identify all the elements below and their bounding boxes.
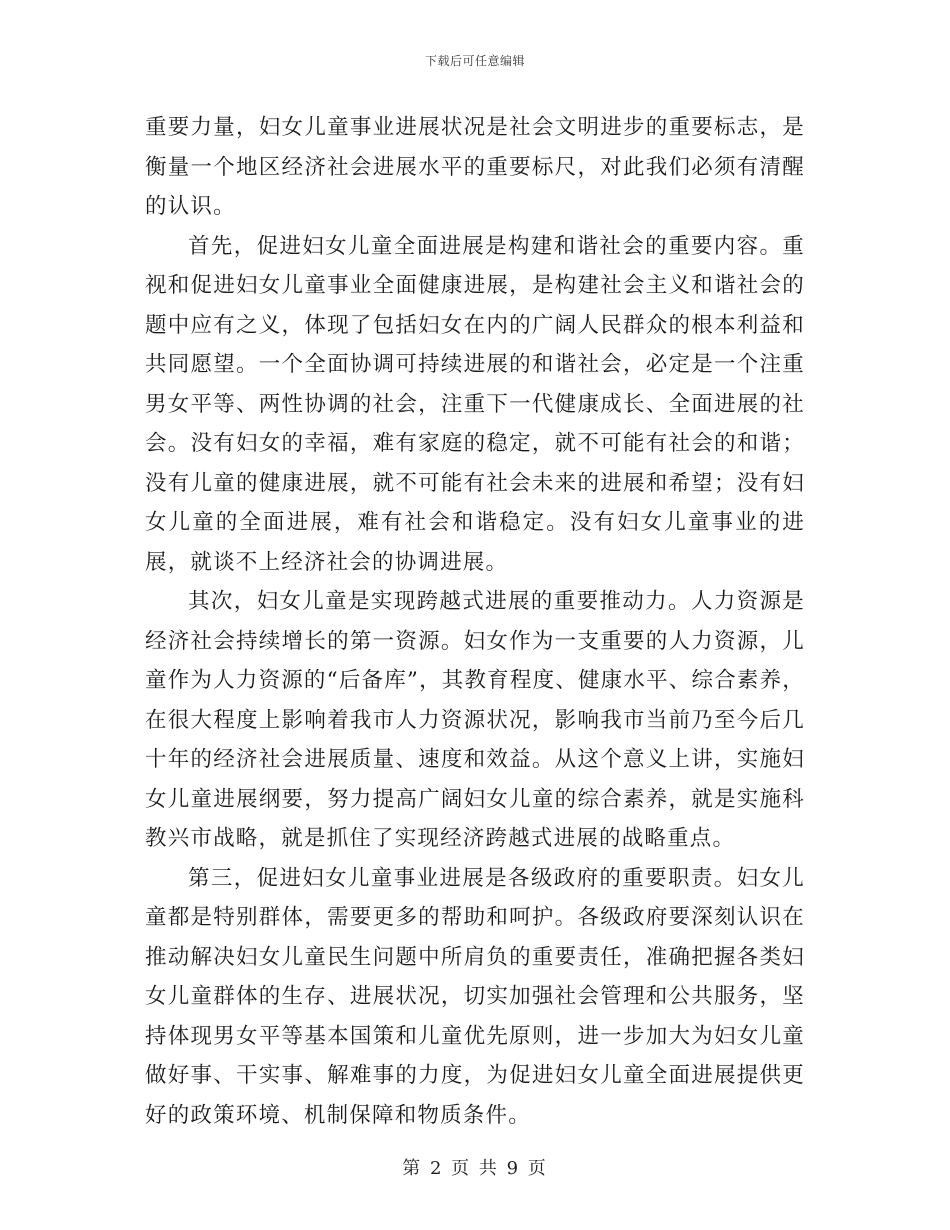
paragraph-2: 首先，促进妇女儿童全面进展是构建和谐社会的重要内容。重视和促进妇女儿童事业全面健康进展，是构建社会主义和谐社会的题中应有之义，体现了包括妇女在内的广阔人民群众的根本利益和共同愿望。一个全面协调可持续进展的和谐社会，必定是一个注重男女平等、两性协调的社会，注重下一代健康成长、全面进展的社会。没有妇女的幸福，难有家庭的稳定，就不可能有社会的和谐；没有儿童的健康进展，就不可能有社会未来的进展和希望；没有妇女儿童的全面进展，难有社会和谐稳定。没有妇女儿童事业的进展，就谈不上经济社会的协调进展。 bbox=[145, 233, 805, 575]
paragraph-3: 其次，妇女儿童是实现跨越式进展的重要推动力。人力资源是经济社会持续增长的第一资源。妇女作为一支重要的人力资源，儿童作为人力资源的“后备库”，其教育程度、健康水平、综合素养，在很大程度上影响着我市人力资源状况，影响我市当前乃至今后几十年的经济社会进展质量、速度和效益。从这个意义上讲，实施妇女儿童进展纲要，努力提高广阔妇女儿童的综合素养，就是实施科教兴市战略，就是抓住了实现经济跨越式进展的战略重点。 bbox=[145, 589, 805, 851]
paragraph-4: 第三，促进妇女儿童事业进展是各级政府的重要职责。妇女儿童都是特别群体，需要更多的帮助和呵护。各级政府要深刻认识在推动解决妇女儿童民生问题中所肩负的重要责任，准确把握各类妇女儿童群体的生存、进展状况，切实加强社会管理和公共服务，坚持体现男女平等基本国策和儿童优先原则，进一步加大为妇女儿童做好事、干实事、解难事的力度，为促进妇女儿童全面进展提供更好的政策环境、机制保障和物质条件。 bbox=[145, 865, 805, 1128]
body-text bbox=[145, 108, 805, 1135]
page-footer: 第 2 页 共 9 页 bbox=[402, 1158, 548, 1179]
page-header: 下载后可任意编辑 bbox=[424, 54, 525, 68]
paragraph-1: 重要力量，妇女儿童事业进展状况是社会文明进步的重要标志，是衡量一个地区经济社会进展水平的重要标尺，对此我们必须有清醒的认识。 bbox=[145, 115, 805, 219]
